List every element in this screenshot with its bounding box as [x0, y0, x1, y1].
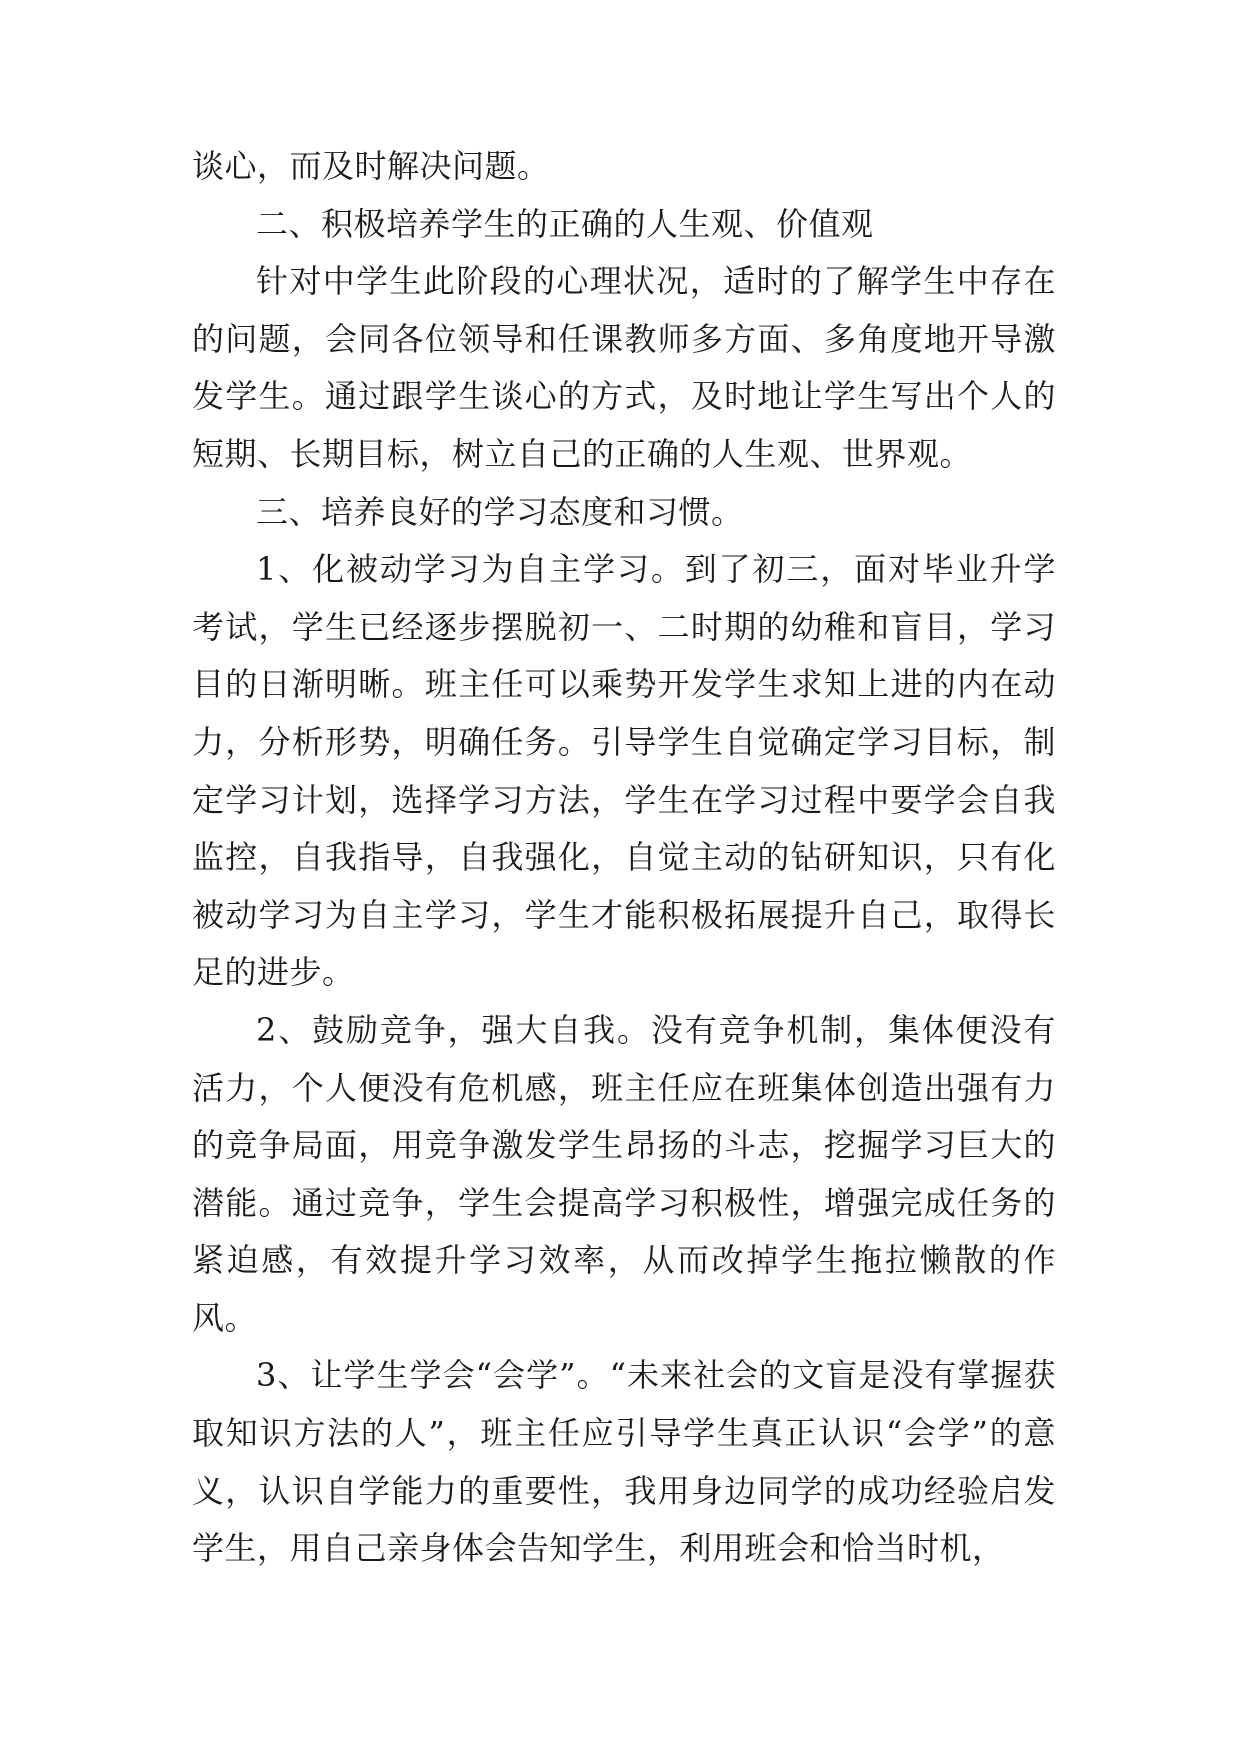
paragraph-continuation: 谈心，而及时解决问题。 [192, 147, 550, 185]
paragraph-body: 针对中学生此阶段的心理状况，适时的了解学生中存在的问题，会同各位领导和任课教师多方面、多角度地开导激发学生。通过跟学生谈心的方式，及时地让学生写出个人的短期、长期目标，树立自己的正确的人生观、世界观。 [192, 262, 1056, 473]
paragraph-item-3: 3、让学生学会“会学”。“未来社会的文盲是没有掌握获取知识方法的人”，班主任应引导学生真正认识“会学”的意义，认识自学能力的重要性，我用身边同学的成功经验启发学生，用自己亲身体会告知学生，利用班会和恰当时机， [192, 1356, 1056, 1568]
section-heading-2: 二、积极培养学生的正确的人生观、价值观 [256, 204, 874, 243]
paragraph-item-1: 1、化被动学习为自主学习。到了初三，面对毕业升学考试，学生已经逐步摆脱初一、二时期的幼稚和盲目，学习目的日渐明晰。班主任可以乘势开发学生求知上进的内在动力，分析形势，明确任务。引导学生自觉确定学习目标，制定学习计划，选择学习方法，学生在学习过程中要学会自我监控，自我指导，自我强化，自觉主动的钻研知识，只有化被动学习为自主学习，学生才能积极拓展提升自己，取得长足的进步。 [192, 550, 1056, 992]
section-heading-3: 三、培养良好的学习态度和习惯。 [256, 492, 744, 531]
paragraph-item-2: 2、鼓励竞争，强大自我。没有竞争机制，集体便没有活力，个人便没有危机感，班主任应在班集体创造出强有力的竞争局面，用竞争激发学生昂扬的斗志，挖掘学习巨大的潜能。通过竞争，学生会提高学习积极性，增强完成任务的紧迫感，有效提升学习效率，从而改掉学生拖拉懒散的作风。 [192, 1010, 1056, 1337]
document-page [192, 138, 1056, 1578]
